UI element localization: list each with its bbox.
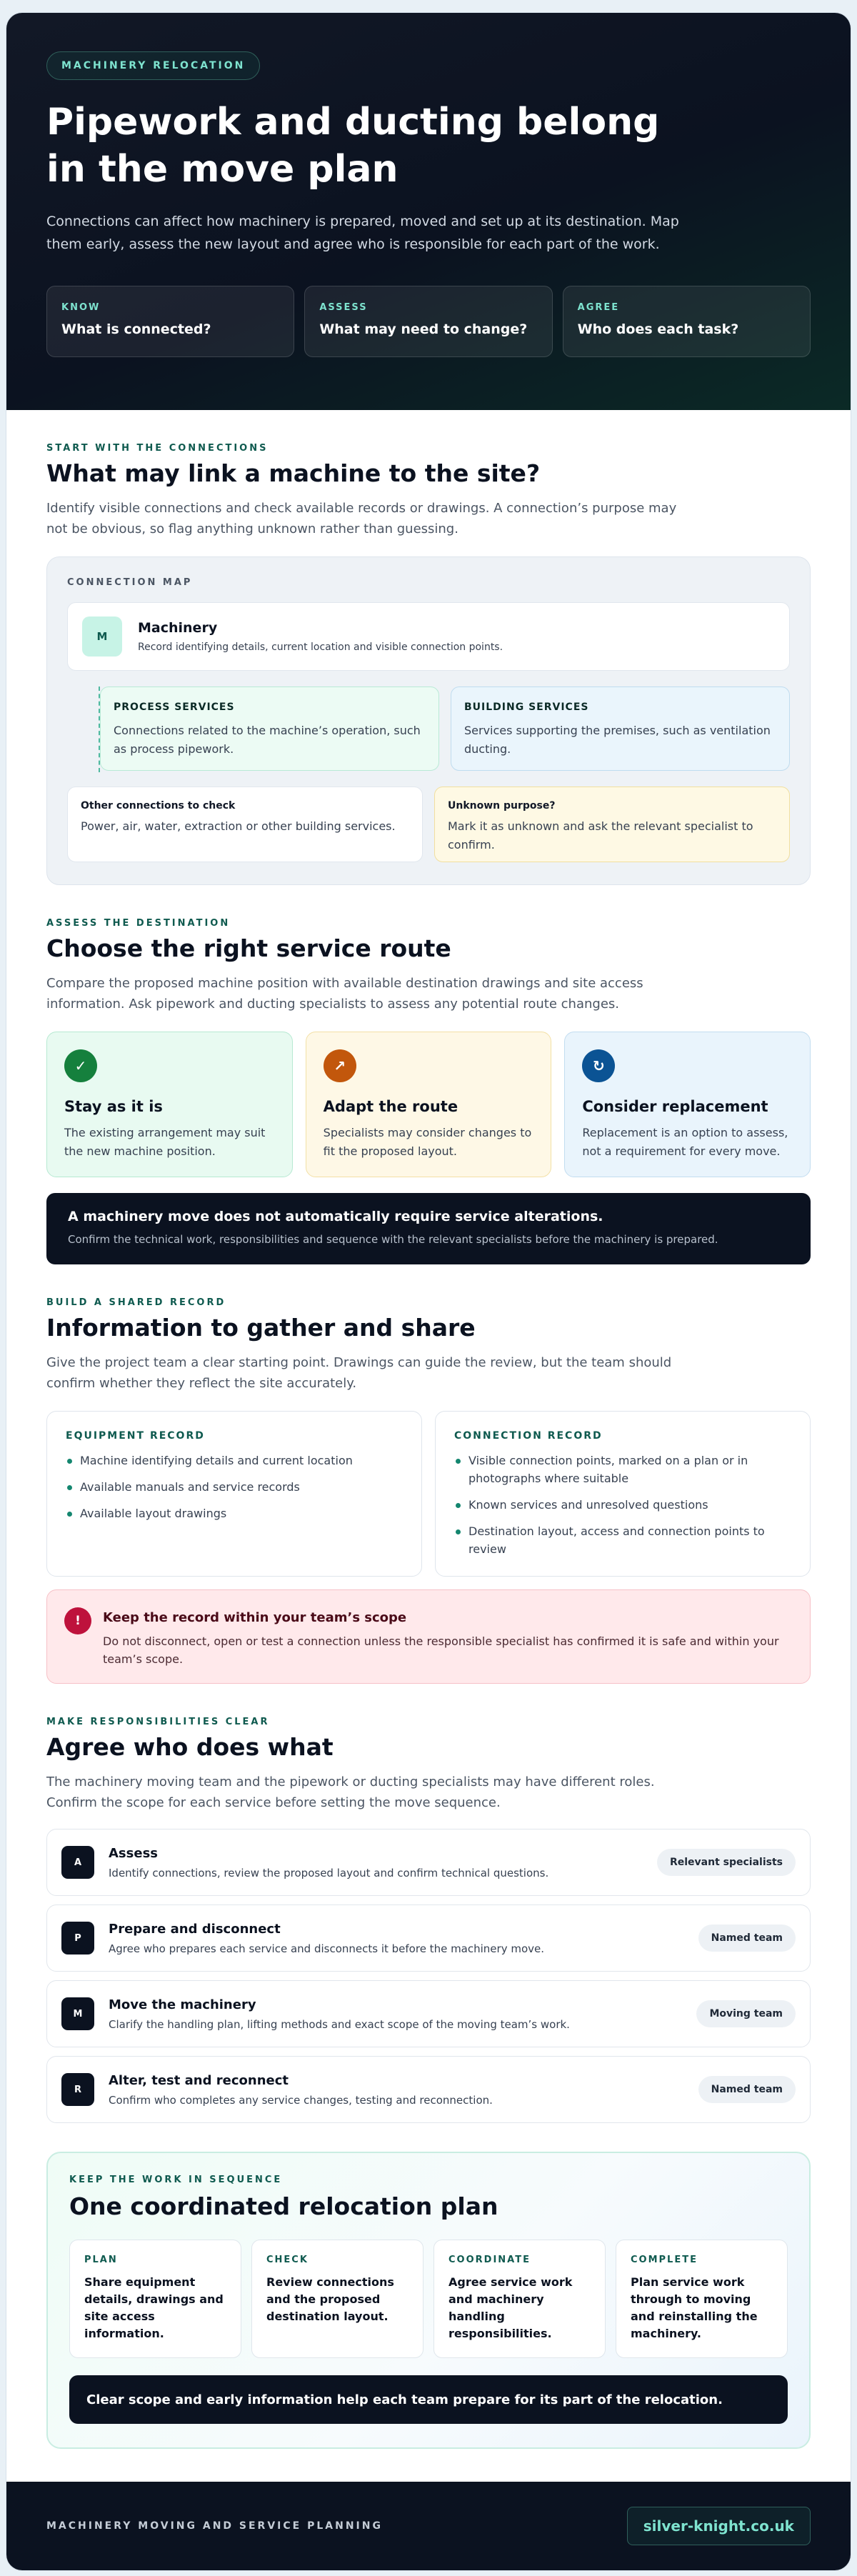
- list-item: Available layout drawings: [66, 1504, 403, 1522]
- step-check: [251, 2240, 424, 2358]
- hero-intro: Connections can affect how machinery is prepared, moved and set up at its destination. Map them early, assess the new layout and agree who is responsible for each part of the work.: [46, 214, 679, 252]
- other-connections-card: [67, 787, 423, 862]
- step-desc: Agree service work and machinery handling responsibilities.: [448, 2275, 573, 2340]
- connection-map: [46, 556, 811, 885]
- step-label: CHECK: [266, 2255, 309, 2265]
- hero-card-value: Who does each task?: [577, 321, 739, 337]
- step-desc: Plan service work through to moving and reinstalling the machinery.: [631, 2275, 758, 2340]
- step-badge: M: [61, 1997, 94, 2030]
- service-row: [67, 687, 790, 771]
- connection-record-title: CONNECTION RECORD: [454, 1430, 603, 1442]
- route-cards: [46, 1032, 811, 1177]
- map-label: CONNECTION MAP: [67, 577, 193, 588]
- hero-card-know: [46, 286, 294, 357]
- machinery-badge: M: [82, 616, 122, 657]
- list-item: Destination layout, access and connection points to review: [454, 1522, 791, 1558]
- other-connections-desc: Power, air, water, extraction or other building services.: [81, 819, 396, 833]
- list-item: Available manuals and service records: [66, 1478, 403, 1496]
- step-label: PLAN: [84, 2255, 118, 2265]
- responsibility-title: Prepare and disconnect: [109, 1921, 281, 1937]
- building-services-card: [451, 687, 790, 771]
- route-title: Consider replacement: [582, 1098, 768, 1115]
- building-services-title: BUILDING SERVICES: [464, 702, 589, 713]
- responsibility-desc: Clarify the handling plan, lifting methods and exact scope of the moving team’s work.: [109, 2017, 570, 2031]
- route-title: Adapt the route: [323, 1098, 458, 1115]
- connection-record-list: [454, 1452, 791, 1558]
- hero-card-value: What is connected?: [61, 321, 211, 337]
- section-title: Agree who does what: [46, 1733, 334, 1761]
- hero: [6, 13, 851, 410]
- equipment-record-title: EQUIPMENT RECORD: [66, 1430, 205, 1442]
- footer: [6, 2482, 851, 2570]
- responsibility-title: Alter, test and reconnect: [109, 2072, 289, 2088]
- process-services-desc: Connections related to the machine’s operation, such as process pipework.: [114, 724, 421, 756]
- section-eyebrow: KEEP THE WORK IN SEQUENCE: [69, 2175, 283, 2185]
- route-card-replace: [564, 1032, 811, 1177]
- owner-tag: Relevant specialists: [657, 1849, 796, 1876]
- banner-desc: Confirm the technical work, responsibilities and sequence with the relevant specialists before the machinery is prepared.: [68, 1233, 718, 1246]
- section-eyebrow: MAKE RESPONSIBILITIES CLEAR: [46, 1717, 270, 1727]
- machinery-desc: Record identifying details, current location and visible connection points.: [138, 641, 503, 653]
- page: [6, 13, 851, 2570]
- section-intro: Give the project team a clear starting point. Drawings can guide the review, but the team should confirm whether they reflect the site accurately.: [46, 1355, 672, 1391]
- hero-card-key: AGREE: [577, 302, 620, 313]
- hero-pill: MACHINERY RELOCATION: [46, 51, 260, 80]
- connection-record-card: [435, 1411, 811, 1577]
- responsibility-list: [46, 1829, 811, 2123]
- responsibility-assess: [46, 1829, 811, 1896]
- section-eyebrow: ASSESS THE DESTINATION: [46, 918, 231, 929]
- section-title: One coordinated relocation plan: [69, 2192, 498, 2220]
- route-desc: Specialists may consider changes to fit the proposed layout.: [323, 1126, 532, 1158]
- unknown-purpose-desc: Mark it as unknown and ask the relevant specialist to confirm.: [448, 819, 753, 852]
- connector-line: [99, 687, 100, 772]
- route-title: Stay as it is: [64, 1098, 163, 1115]
- step-label: COMPLETE: [631, 2255, 698, 2265]
- warning-title: Keep the record within your team’s scope: [103, 1610, 407, 1625]
- owner-tag: Moving team: [696, 2000, 796, 2027]
- route-card-stay: [46, 1032, 293, 1177]
- responsibility-title: Assess: [109, 1845, 158, 1861]
- machinery-title: Machinery: [138, 620, 218, 636]
- check-icon: ✓: [64, 1049, 97, 1082]
- step-badge: P: [61, 1922, 94, 1955]
- owner-tag: Named team: [698, 1924, 796, 1952]
- section-title: What may link a machine to the site?: [46, 459, 541, 487]
- section-title: Choose the right service route: [46, 934, 451, 962]
- sequence-banner: Clear scope and early information help each team prepare for its part of the relocation.: [69, 2375, 788, 2424]
- scope-warning: [46, 1589, 811, 1684]
- section-eyebrow: START WITH THE CONNECTIONS: [46, 443, 269, 454]
- website-link[interactable]: silver-knight.co.uk: [627, 2507, 811, 2545]
- list-item: Machine identifying details and current location: [66, 1452, 403, 1469]
- record-cards: [46, 1411, 811, 1577]
- warning-desc: Do not disconnect, open or test a connection unless the responsible specialist has confirmed it is safe and within your team’s scope.: [103, 1634, 779, 1666]
- section-intro: The machinery moving team and the pipework or ducting specialists may have different roles. Confirm the scope for each service before setting the move sequence.: [46, 1774, 655, 1810]
- page-title: Pipework and ducting belong in the move plan: [46, 101, 660, 191]
- hero-card-value: What may need to change?: [319, 321, 528, 337]
- hero-cards: [46, 286, 811, 357]
- destination-banner: [46, 1193, 811, 1264]
- responsibility-desc: Agree who prepares each service and disconnects it before the machinery move.: [109, 1942, 545, 1955]
- section-intro: Compare the proposed machine position with available destination drawings and site access information. Ask pipework and ducting specialists to assess any potential route changes.: [46, 976, 643, 1012]
- step-complete: [616, 2240, 788, 2358]
- alert-icon: !: [64, 1607, 91, 1634]
- banner-title: A machinery move does not automatically require service alterations.: [68, 1209, 603, 1224]
- record-section: [6, 1264, 851, 1684]
- sequence-panel: [46, 2152, 811, 2449]
- list-item: Visible connection points, marked on a plan or in photographs where suitable: [454, 1452, 791, 1487]
- hero-card-assess: [304, 286, 552, 357]
- responsibility-desc: Confirm who completes any service changes, testing and reconnection.: [109, 2093, 493, 2107]
- destination-section: [6, 885, 851, 1264]
- route-desc: The existing arrangement may suit the new machine position.: [64, 1126, 266, 1158]
- other-row: [67, 787, 790, 862]
- other-connections-title: Other connections to check: [81, 800, 236, 812]
- step-label: COORDINATE: [448, 2255, 531, 2265]
- section-intro: Identify visible connections and check available records or drawings. A connection’s purpose may not be obvious, so flag anything unknown rather than guessing.: [46, 501, 677, 536]
- hero-card-key: ASSESS: [319, 302, 368, 313]
- responsibilities-section: [6, 1684, 851, 2449]
- list-item: Known services and unresolved questions: [454, 1496, 791, 1514]
- machinery-card: [67, 602, 790, 671]
- responsibility-desc: Identify connections, review the proposed layout and confirm technical questions.: [109, 1866, 549, 1879]
- connections-section: [6, 410, 851, 885]
- refresh-icon: ↻: [582, 1049, 615, 1082]
- hero-card-key: KNOW: [61, 302, 101, 313]
- hero-card-agree: [563, 286, 811, 357]
- step-coordinate: [433, 2240, 606, 2358]
- responsibility-title: Move the machinery: [109, 1997, 256, 2012]
- responsibility-move: [46, 1980, 811, 2047]
- step-desc: Share equipment details, drawings and site access information.: [84, 2275, 224, 2340]
- equipment-record-list: [66, 1452, 403, 1522]
- step-desc: Review connections and the proposed destination layout.: [266, 2275, 394, 2323]
- route-desc: Replacement is an option to assess, not a requirement for every move.: [582, 1126, 788, 1158]
- unknown-purpose-card: [434, 787, 790, 862]
- responsibility-prepare: [46, 1904, 811, 1972]
- step-plan: [69, 2240, 241, 2358]
- equipment-record-card: [46, 1411, 422, 1577]
- process-services-card: [100, 687, 439, 771]
- footer-tagline: MACHINERY MOVING AND SERVICE PLANNING: [46, 2520, 383, 2532]
- arrow-up-right-icon: ↗: [324, 1049, 356, 1082]
- owner-tag: Named team: [698, 2076, 796, 2103]
- unknown-purpose-title: Unknown purpose?: [448, 800, 556, 812]
- section-title: Information to gather and share: [46, 1314, 476, 1342]
- section-eyebrow: BUILD A SHARED RECORD: [46, 1297, 226, 1308]
- process-services-title: PROCESS SERVICES: [114, 702, 235, 713]
- building-services-desc: Services supporting the premises, such as ventilation ducting.: [464, 724, 771, 756]
- responsibility-reconnect: [46, 2056, 811, 2123]
- sequence-steps: [69, 2240, 788, 2358]
- step-badge: R: [61, 2073, 94, 2106]
- step-badge: A: [61, 1846, 94, 1879]
- route-card-adapt: [306, 1032, 552, 1177]
